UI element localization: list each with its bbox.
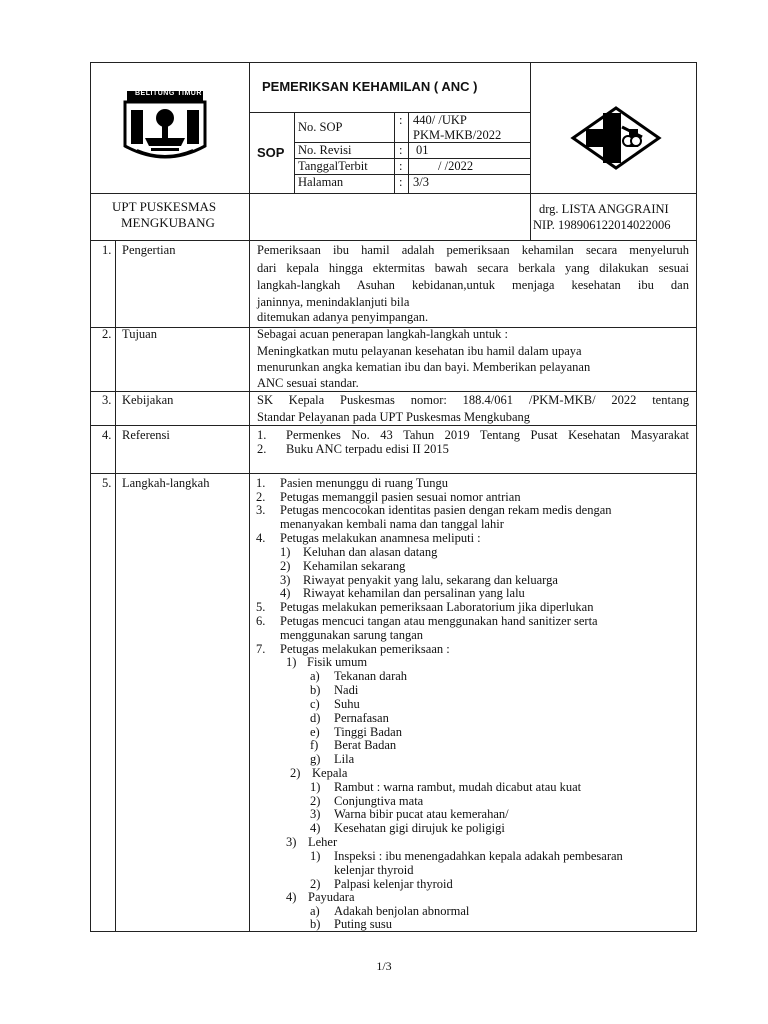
step-number: 4) [280, 586, 291, 600]
step-text: Payudara [308, 890, 355, 904]
step-number: 1) [286, 655, 297, 669]
section-label-referensi: Referensi [122, 428, 170, 442]
tujuan-line: Meningkatkan mutu pelayanan kesehatan ibu hamil dalam upaya [257, 344, 582, 358]
step-number: 4. [256, 531, 266, 545]
meta-value-no-sop: 440/ /UKP [413, 113, 467, 127]
step-number: g) [310, 752, 321, 766]
meta-sep: : [399, 143, 403, 157]
meta-value-no-revisi: 01 [416, 143, 429, 157]
step-text: Leher [308, 835, 338, 849]
referensi-item: Permenkes No. 43 Tahun 2019 Tentang Pusat Kesehatan Masyarakat [286, 428, 689, 442]
step-number: b) [310, 683, 321, 697]
section-number: 2. [102, 327, 112, 341]
step-number: 2) [280, 559, 291, 573]
logo-lettering: BELITUNG TIMUR [135, 90, 202, 97]
step-number: 3. [256, 503, 266, 517]
step-text: Warna bibir pucat atau kemerahan/ [334, 807, 509, 821]
pengertian-line: Pemeriksaan ibu hamil adalah pemeriksaan kehamilan secara menyeluruh [257, 243, 689, 257]
referensi-item: Buku ANC terpadu edisi II 2015 [286, 442, 449, 456]
step-number: d) [310, 711, 321, 725]
section-number: 4. [102, 428, 112, 442]
step-text: Conjungtiva mata [334, 794, 424, 808]
tujuan-line: ANC sesuai standar. [257, 376, 359, 390]
step-number: a) [310, 904, 320, 918]
meta-sep: : [399, 113, 403, 127]
meta-label-tanggal-terbit: TanggalTerbit [298, 159, 368, 173]
tujuan-line: Sebagai acuan penerapan langkah-langkah untuk : [257, 327, 508, 341]
meta-label-no-sop: No. SOP [298, 120, 343, 134]
step-text: Tekanan darah [334, 669, 408, 683]
step-text: Keluhan dan alasan datang [303, 545, 438, 559]
section-number: 3. [102, 393, 112, 407]
step-number: 3) [280, 573, 291, 587]
step-number: 2) [310, 877, 321, 891]
step-number: c) [310, 697, 320, 711]
step-number: 2) [310, 794, 321, 808]
step-text: Tinggi Badan [334, 725, 402, 739]
meta-sep: : [399, 175, 403, 189]
step-number: 1. [256, 476, 266, 490]
step-text: Palpasi kelenjar thyroid [334, 877, 453, 891]
document-title: PEMERIKSAN KEHAMILAN ( ANC ) [262, 79, 478, 94]
step-text: Petugas memanggil pasien sesuai nomor antrian [280, 490, 521, 504]
step-text: kelenjar thyroid [334, 863, 414, 877]
step-text: menanyakan kembali nama dan tanggal lahir [280, 517, 504, 531]
step-number: 3) [310, 807, 321, 821]
step-text: Kehamilan sekarang [303, 559, 406, 573]
step-text: Kepala [312, 766, 348, 780]
step-text: menggunakan sarung tangan [280, 628, 424, 642]
pengertian-line: langkah-langkah Asuhan kebidanan,untuk menjaga kesehatan ibu dan [257, 278, 689, 292]
meta-label-no-revisi: No. Revisi [298, 143, 352, 157]
step-number: 4) [310, 821, 321, 835]
section-number: 5. [102, 476, 112, 490]
step-number: 2. [256, 490, 266, 504]
step-number: 2) [290, 766, 301, 780]
step-text: Berat Badan [334, 738, 397, 752]
step-text: Pernafasan [334, 711, 389, 725]
signer-name: drg. LISTA ANGGRAINI [539, 202, 669, 216]
step-text: Rambut : warna rambut, mudah dicabut atau kuat [334, 780, 582, 794]
step-text: Petugas melakukan anamnesa meliputi : [280, 531, 481, 545]
step-number: 7. [256, 642, 266, 656]
regional-logo [117, 88, 213, 166]
meta-value-no-sop-line2: PKM-MKB/2022 [413, 128, 502, 142]
org-name-line1: UPT PUSKESMAS [112, 199, 217, 214]
step-number: 6. [256, 614, 266, 628]
section-number: 1. [102, 243, 112, 257]
step-number: 4) [286, 890, 297, 904]
pengertian-line: ditemukan adanya penyimpangan. [257, 310, 429, 324]
org-name-line2: MENGKUBANG [121, 215, 215, 230]
section-label-kebijakan: Kebijakan [122, 393, 174, 407]
step-text: Petugas mencocokan identitas pasien dengan rekam medis dengan [280, 503, 612, 517]
step-number: 1) [310, 849, 321, 863]
tujuan-line: menurunkan angka kematian ibu dan bayi. Memberikan pelayanan [257, 360, 591, 374]
health-cross-icon [570, 105, 662, 171]
meta-label-halaman: Halaman [298, 175, 344, 189]
step-text: Lila [334, 752, 355, 766]
step-text: Adakah benjolan abnormal [334, 904, 470, 918]
step-text: Fisik umum [307, 655, 368, 669]
section-label-pengertian: Pengertian [122, 243, 176, 257]
step-number: a) [310, 669, 320, 683]
step-text: Petugas melakukan pemeriksaan Laboratorium jika diperlukan [280, 600, 594, 614]
pengertian-line: dari kepala hingga ektermitas bawah secara berkala yang dilakukan sesuai [257, 261, 689, 275]
step-number: f) [310, 738, 319, 752]
puskesmas-logo [570, 105, 662, 171]
meta-value-halaman: 3/3 [413, 175, 429, 189]
step-text: Inspeksi : ibu menengadahkan kepala adakah pembesaran [334, 849, 623, 863]
step-number: b) [310, 917, 321, 931]
step-number: 1) [280, 545, 291, 559]
step-number: 1) [310, 780, 321, 794]
section-label-tujuan: Tujuan [122, 327, 157, 341]
step-text: Petugas melakukan pemeriksaan : [280, 642, 450, 656]
sop-label: SOP [257, 145, 285, 160]
step-number: e) [310, 725, 320, 739]
step-text: Nadi [334, 683, 359, 697]
kebijakan-line: SK Kepala Puskesmas nomor: 188.4/061 /PKM-MKB/ 2022 tentang [257, 393, 689, 407]
pengertian-line: janinnya, menindaklanjuti bila [257, 295, 410, 309]
step-text: Riwayat kehamilan dan persalinan yang lalu [303, 586, 525, 600]
step-text: Pasien menunggu di ruang Tungu [280, 476, 449, 490]
kebijakan-line: Standar Pelayanan pada UPT Puskesmas Mengkubang [257, 410, 530, 424]
section-label-langkah: Langkah-langkah [122, 476, 210, 490]
referensi-num: 1. [257, 428, 267, 442]
step-text: Suhu [334, 697, 360, 711]
step-number: 5. [256, 600, 266, 614]
meta-sep: : [399, 159, 403, 173]
step-text: Petugas mencuci tangan atau menggunakan hand sanitizer serta [280, 614, 598, 628]
referensi-num: 2. [257, 442, 267, 456]
signer-nip: NIP. 198906122014022006 [533, 218, 671, 232]
page-number: 1/3 [376, 959, 392, 973]
step-text: Puting susu [334, 917, 393, 931]
step-text: Riwayat penyakit yang lalu, sekarang dan keluarga [303, 573, 558, 587]
step-text: Kesehatan gigi dirujuk ke poligigi [334, 821, 505, 835]
meta-value-tanggal-terbit: / /2022 [438, 159, 474, 173]
step-number: 3) [286, 835, 297, 849]
